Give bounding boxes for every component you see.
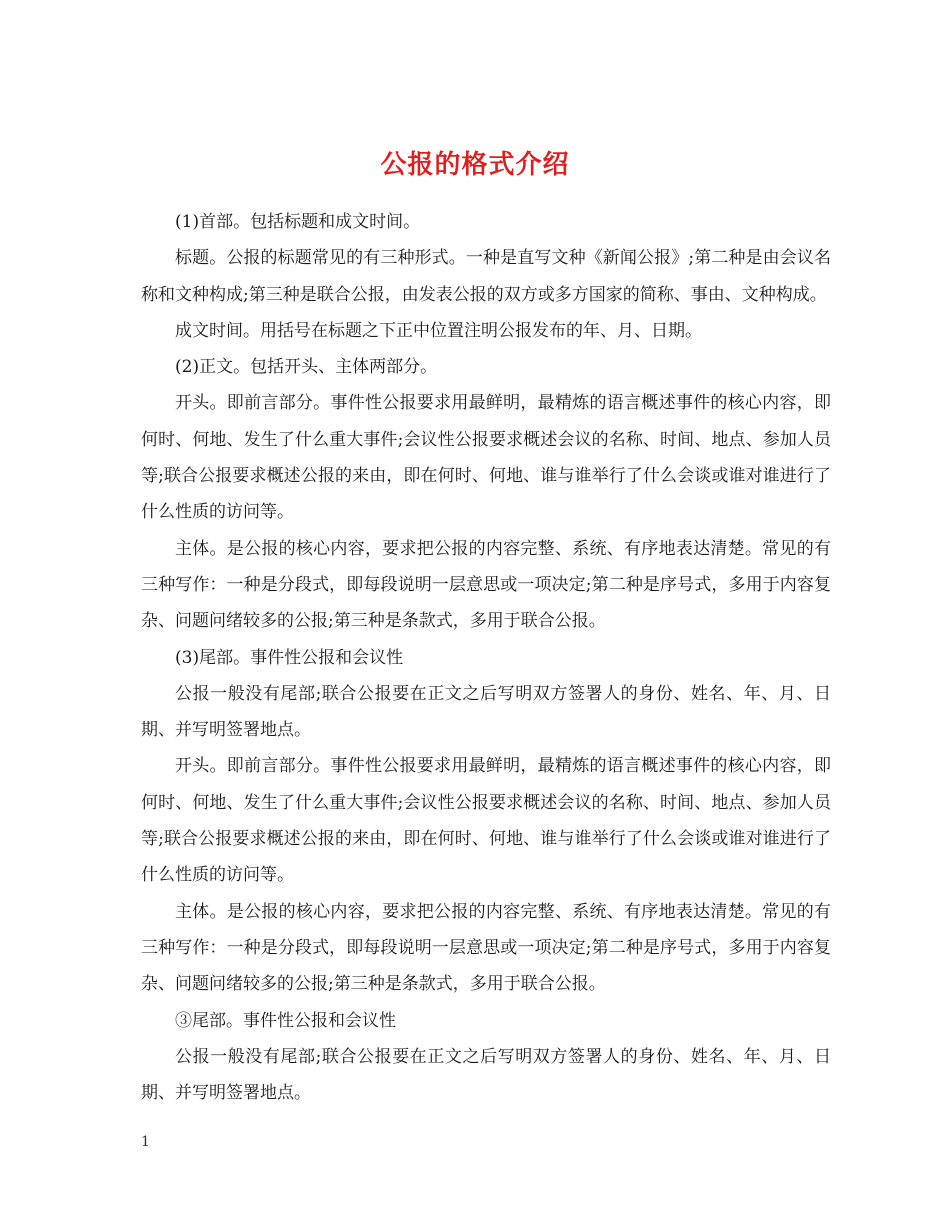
paragraph-8: 公报一般没有尾部;联合公报要在正文之后写明双方签署人的身份、姓名、年、月、日期、并写明签署地点。 [141, 683, 831, 741]
paragraph-1: (1)首部。包括标题和成文时间。 [175, 212, 421, 232]
paragraph-12: 公报一般没有尾部;联合公报要在正文之后写明双方签署人的身份、姓名、年、月、日期、并写明签署地点。 [141, 1046, 831, 1104]
paragraph-2: 标题。公报的标题常见的有三种形式。一种是直写文种《新闻公报》;第二种是由会议名称和文种构成;第三种是联合公报，由发表公报的双方或多方国家的简称、事由、文种构成。 [141, 248, 831, 305]
paragraph-11: ③尾部。事件性公报和会议性 [175, 1010, 396, 1031]
document-title: 公报的格式介绍 [380, 150, 570, 181]
page-number: 1 [141, 1134, 150, 1150]
paragraph-4: (2)正文。包括开头、主体两部分。 [175, 357, 438, 378]
paragraph-9: 开头。即前言部分。事件性公报要求用最鲜明，最精炼的语言概述事件的核心内容，即何时、何地、发生了什么重大事件;会议性公报要求概述会议的名称、时间、地点、参加人员等;联合公报要求概述公报的来由，即在何时、何地、谁与谁举行了什么会谈或谁对谁进行了什么性质的访问等。 [141, 756, 831, 886]
document-body [141, 204, 831, 1111]
paragraph-7: (3)尾部。事件性公报和会议性 [175, 647, 404, 668]
paragraph-6: 主体。是公报的核心内容，要求把公报的内容完整、系统、有序地表达清楚。常见的有三种写作：一种是分段式，即每段说明一层意思或一项决定;第二种是序号式，多用于内容复杂、问题问绪较多的公报;第三种是条款式，多用于联合公报。 [141, 538, 831, 632]
paragraph-3: 成文时间。用括号在标题之下正中位置注明公报发布的年、月、日期。 [175, 320, 702, 341]
paragraph-5: 开头。即前言部分。事件性公报要求用最鲜明，最精炼的语言概述事件的核心内容，即何时、何地、发生了什么重大事件;会议性公报要求概述会议的名称、时间、地点、参加人员等;联合公报要求概述公报的来由，即在何时、何地、谁与谁举行了什么会谈或谁对谁进行了什么性质的访问等。 [141, 393, 831, 523]
paragraph-10: 主体。是公报的核心内容，要求把公报的内容完整、系统、有序地表达清楚。常见的有三种写作：一种是分段式，即每段说明一层意思或一项决定;第二种是序号式，多用于内容复杂、问题问绪较多的公报;第三种是条款式，多用于联合公报。 [141, 901, 831, 995]
